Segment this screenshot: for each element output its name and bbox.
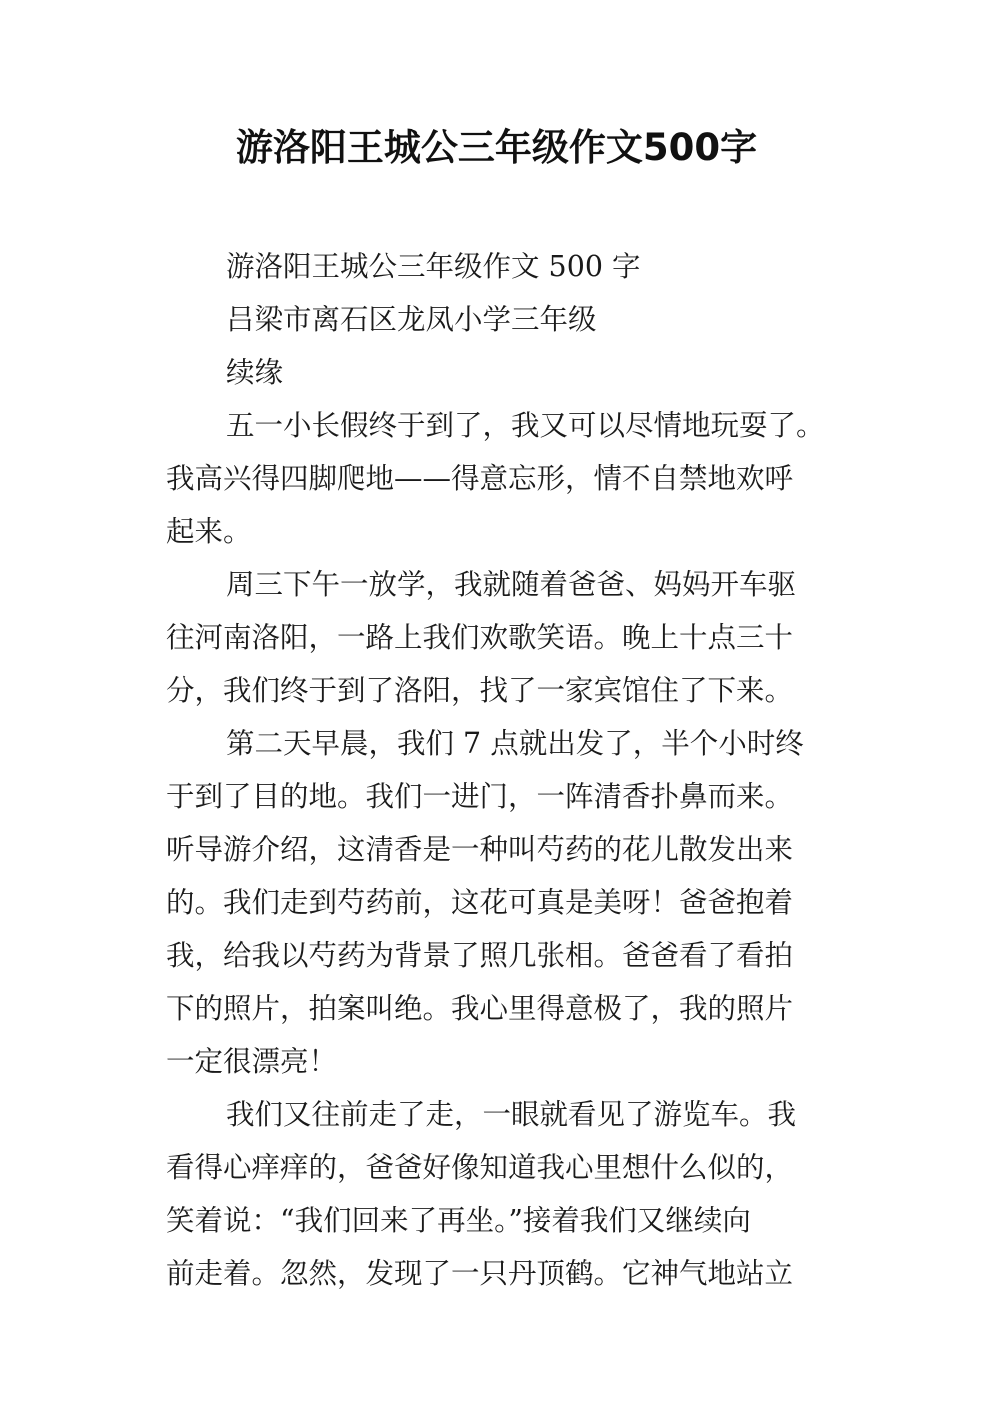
text-line: 我们又往前走了走，一眼就看见了游览车。我 xyxy=(226,1098,797,1131)
paragraph xyxy=(166,717,830,1088)
text-line: 前走着。忽然，发现了一只丹顶鹤。它神气地站立 xyxy=(166,1257,794,1290)
text-line: 看得心痒痒的，爸爸好像知道我心里想什么似的， xyxy=(166,1151,794,1184)
text-line: 一定很漂亮！ xyxy=(166,1045,338,1078)
text-line: 周三下午一放学，我就随着爸爸、妈妈开车驱 xyxy=(226,568,797,601)
text-line: 五一小长假终于到了，我又可以尽情地玩耍了。 xyxy=(226,409,825,442)
text-line: 笑着说：“我们回来了再坐。”接着我们又继续向 xyxy=(166,1204,751,1237)
paragraph xyxy=(166,399,830,558)
text-line: 分，我们终于到了洛阳，找了一家宾馆住了下来。 xyxy=(166,674,794,707)
text-line: 听导游介绍，这清香是一种叫芍药的花儿散发出来 xyxy=(166,833,794,866)
paragraph xyxy=(166,346,830,399)
essay-body xyxy=(166,240,830,1300)
text-line: 往河南洛阳，一路上我们欢歌笑语。晚上十点三十 xyxy=(166,621,794,654)
text-line: 我高兴得四脚爬地——得意忘形，情不自禁地欢呼 xyxy=(166,462,794,495)
text-line: 游洛阳王城公三年级作文 500 字 xyxy=(226,250,641,283)
page-title: 游洛阳王城公三年级作文500字 xyxy=(235,126,758,169)
text-line: 起来。 xyxy=(166,515,252,548)
paragraph xyxy=(166,240,830,293)
text-line: 下的照片，拍案叫绝。我心里得意极了，我的照片 xyxy=(166,992,794,1025)
paragraph xyxy=(166,558,830,717)
text-line: 于到了目的地。我们一进门，一阵清香扑鼻而来。 xyxy=(166,780,794,813)
text-line: 续缘 xyxy=(226,356,284,389)
text-line: 的。我们走到芍药前，这花可真是美呀！爸爸抱着 xyxy=(166,886,794,919)
paragraph xyxy=(166,293,830,346)
text-line: 第二天早晨，我们 7 点就出发了，半个小时终 xyxy=(226,727,804,760)
text-line: 我，给我以芍药为背景了照几张相。爸爸看了看拍 xyxy=(166,939,794,972)
paragraph xyxy=(166,1088,830,1300)
text-line: 吕梁市离石区龙凤小学三年级 xyxy=(226,303,597,336)
